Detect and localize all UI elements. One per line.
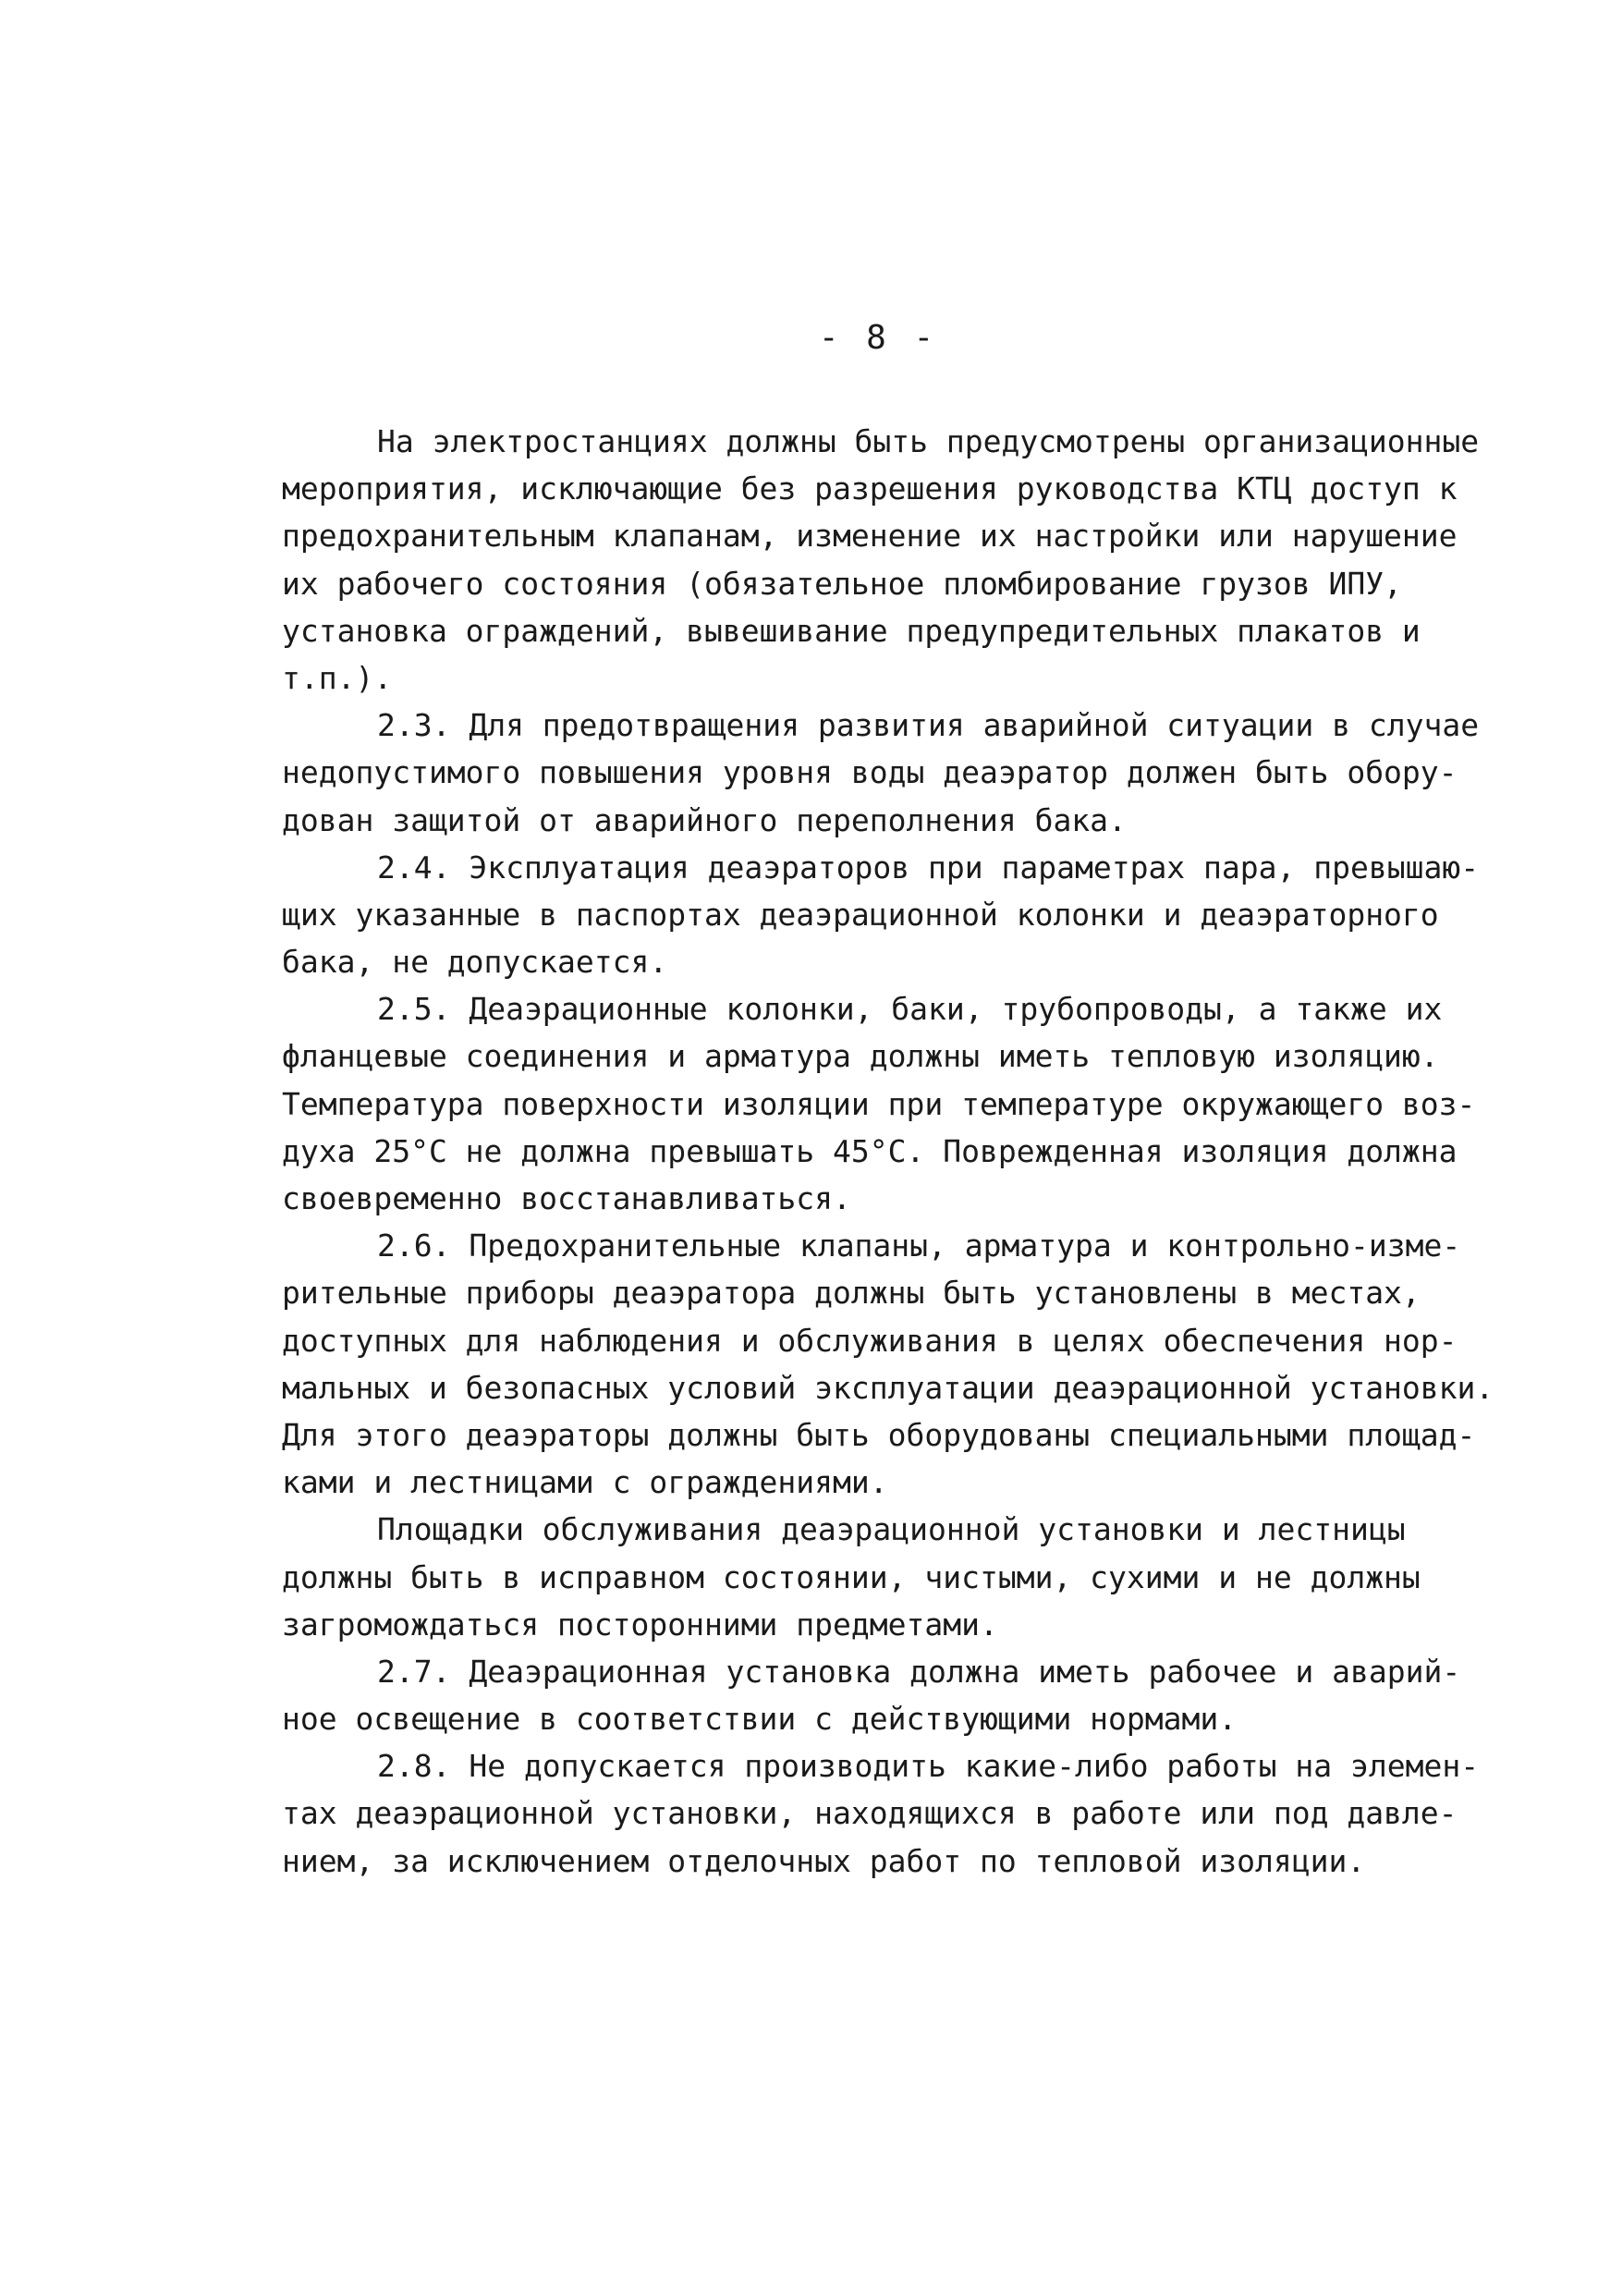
body-text — [282, 418, 1520, 1885]
text-line: 2.8. Не допускается производить какие-либо работы на элемен- — [377, 1748, 1480, 1785]
text-line: их рабочего состояния (обязательное пломбирование грузов ИПУ, — [282, 565, 1402, 602]
text-line: ное освещение в соответствии с действующими нормами. — [282, 1701, 1238, 1738]
text-line: должны быть в исправном состоянии, чистыми, сухими и не должны — [282, 1558, 1421, 1595]
text-line: 2.6. Предохранительные клапаны, арматура и контрольно-изме- — [377, 1227, 1461, 1264]
text-line: бака, не допускается. — [282, 944, 668, 981]
text-line: тах деаэрационной установки, находящихся в работе или под давле- — [282, 1795, 1458, 1832]
text-line: предохранительным клапанам, изменение их настройки или нарушение — [282, 518, 1458, 555]
page-number: - 8 - — [818, 319, 938, 357]
text-line: недопустимого повышения уровня воды деаэратор должен быть обору- — [282, 754, 1458, 791]
text-line: загромождаться посторонними предметами. — [282, 1606, 998, 1643]
text-line: мероприятия, исключающие без разрешения руководства КТЦ доступ к — [282, 470, 1458, 507]
text-line: нием, за исключением отделочных работ по тепловой изоляции. — [282, 1842, 1366, 1879]
text-line: Площадки обслуживания деаэрационной установки и лестницы — [377, 1511, 1406, 1548]
text-line: установка ограждений, вывешивание предупредительных плакатов и — [282, 612, 1421, 649]
text-line: мальных и безопасных условий эксплуатации деаэрационной установки. — [282, 1369, 1494, 1406]
text-line: т.п.). — [282, 659, 393, 696]
text-line: На электростанциях должны быть предусмотрены организационные — [377, 423, 1480, 459]
text-line: 2.4. Эксплуатация деаэраторов при параметрах пара, превышаю- — [377, 849, 1480, 885]
text-line: 2.3. Для предотвращения развития аварийной ситуации в случае — [377, 707, 1480, 744]
text-line: фланцевые соединения и арматура должны иметь тепловую изоляцию. — [282, 1038, 1439, 1075]
text-line: рительные приборы деаэратора должны быть установлены в местах, — [282, 1275, 1421, 1312]
text-line: духа 25°С не должна превышать 45°С. Поврежденная изоляция должна — [282, 1132, 1458, 1169]
text-line: щих указанные в паспортах деаэрационной колонки и деаэраторного — [282, 896, 1439, 933]
text-line: Для этого деаэраторы должны быть оборудованы специальными площад- — [282, 1416, 1476, 1453]
text-line: ками и лестницами с ограждениями. — [282, 1464, 888, 1501]
text-line: своевременно восстанавливаться. — [282, 1180, 851, 1216]
text-line: 2.5. Деаэрационные колонки, баки, трубопроводы, а также их — [377, 991, 1443, 1028]
text-line: дован защитой от аварийного переполнения бака. — [282, 801, 1127, 838]
text-line: Температура поверхности изоляции при температуре окружающего воз- — [282, 1085, 1476, 1122]
text-line: доступных для наблюдения и обслуживания в целях обеспечения нор- — [282, 1322, 1458, 1359]
text-line: 2.7. Деаэрационная установка должна иметь рабочее и аварий- — [377, 1653, 1461, 1690]
